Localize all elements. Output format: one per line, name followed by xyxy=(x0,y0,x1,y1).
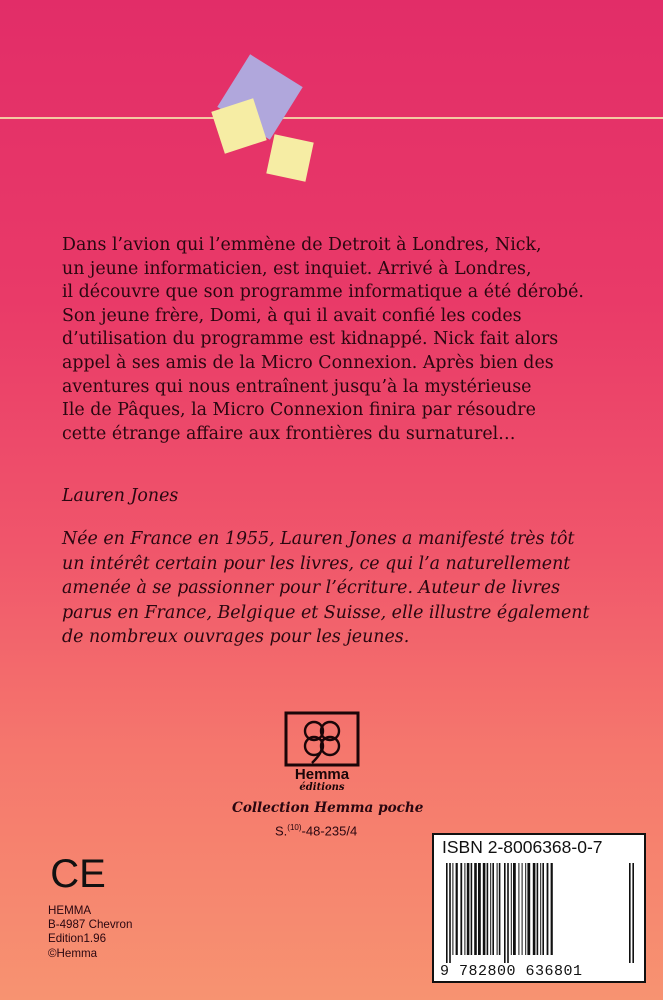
barcode-bar xyxy=(537,863,539,955)
synopsis xyxy=(62,234,622,446)
ean-number: 9 782800 636801 xyxy=(440,963,583,980)
barcode-bar xyxy=(487,863,489,955)
isbn-number: ISBN 2-8006368-0-7 xyxy=(442,837,603,857)
synopsis-line: d’utilisation du programme est kidnappé. Nick fait alors xyxy=(62,329,559,350)
synopsis-line: appel à ses amis de la Micro Connexion. Après bien des xyxy=(62,352,554,373)
synopsis-line: cette étrange affaire aux frontières du surnaturel… xyxy=(62,423,516,444)
barcode-bar xyxy=(551,863,553,955)
barcode-bar xyxy=(507,863,509,963)
barcode-bar xyxy=(499,863,501,955)
imprint xyxy=(48,904,132,961)
barcode-bar xyxy=(527,863,530,955)
barcode-bar xyxy=(629,863,631,963)
collection-name: Collection Hemma poche xyxy=(232,800,424,816)
barcode-bar xyxy=(471,863,473,955)
bio-line: un intérêt certain pour les livres, ce qui l’a naturellement xyxy=(62,553,571,574)
barcode-bar xyxy=(522,863,523,955)
logo-name: Hemma xyxy=(294,766,350,783)
barcode-bar xyxy=(474,863,477,955)
synopsis-line: il découvre que son programme informatique a été dérobé. xyxy=(62,282,584,303)
imprint-line: B-4987 Chevron xyxy=(48,918,133,932)
barcode-bar xyxy=(513,863,516,955)
bio-line: parus en France, Belgique et Suisse, elle illustre également xyxy=(62,602,590,623)
synopsis-line: aventures qui nous entraînent jusqu’à la mystérieuse xyxy=(62,376,532,397)
barcode-bar xyxy=(504,863,506,963)
barcode-bar xyxy=(460,863,462,955)
bio-line: de nombreux ouvrages pour les jeunes. xyxy=(62,627,410,648)
barcode-icon xyxy=(444,863,636,963)
ce-mark-icon xyxy=(50,852,106,896)
catalog-code-prefix: S. xyxy=(275,823,288,839)
synopsis-line: Son jeune frère, Domi, à qui il avait confié les codes xyxy=(62,305,522,326)
barcode-bar xyxy=(632,863,634,963)
barcode-bar xyxy=(490,863,491,955)
bio-line: amenée à se passionner pour l’écriture. Auteur de livres xyxy=(62,578,561,599)
author-bio xyxy=(62,527,642,650)
barcode-bar xyxy=(533,863,536,955)
synopsis-line: un jeune informaticien, est inquiet. Arrivé à Londres, xyxy=(62,258,532,279)
barcode-bar xyxy=(483,863,486,955)
barcode-bar xyxy=(446,863,448,963)
catalog-code-suffix: -48-235/4 xyxy=(301,823,358,839)
catalog-code-sup: (10) xyxy=(287,823,302,832)
logo-sub: éditions xyxy=(299,782,345,793)
barcode-bar xyxy=(456,863,458,955)
imprint-line: ©Hemma xyxy=(48,946,98,960)
barcode-bar xyxy=(449,863,451,963)
bio-line: Née en France en 1955, Lauren Jones a manifesté très tôt xyxy=(62,529,575,549)
barcode-bar xyxy=(467,863,470,955)
decorative-line xyxy=(0,117,663,119)
synopsis-line: Dans l’avion qui l’emmène de Detroit à Londres, Nick, xyxy=(62,235,542,255)
barcode-bar xyxy=(518,863,519,955)
catalog-code xyxy=(275,823,357,838)
barcode-bar xyxy=(497,863,498,955)
imprint-line: Edition1.96 xyxy=(48,932,107,946)
hemma-logo xyxy=(284,711,360,793)
ce-mark-text: CE xyxy=(50,852,106,896)
barcode-bar xyxy=(525,863,526,955)
synopsis-line: Ile de Pâques, la Micro Connexion finira par résoudre xyxy=(62,400,536,421)
barcode-bar xyxy=(464,863,465,955)
imprint-line: HEMMA xyxy=(48,904,92,917)
barcode-bar xyxy=(547,863,549,955)
author-name: Lauren Jones xyxy=(62,486,179,506)
yellow-square-right xyxy=(266,134,313,181)
barcode-bar xyxy=(452,863,453,955)
barcode-bar xyxy=(511,863,512,955)
barcode-bar xyxy=(540,863,541,955)
barcode-bar xyxy=(542,863,544,955)
barcode-panel xyxy=(432,833,646,983)
barcode-bar xyxy=(478,863,481,955)
barcode-bar xyxy=(492,863,494,955)
